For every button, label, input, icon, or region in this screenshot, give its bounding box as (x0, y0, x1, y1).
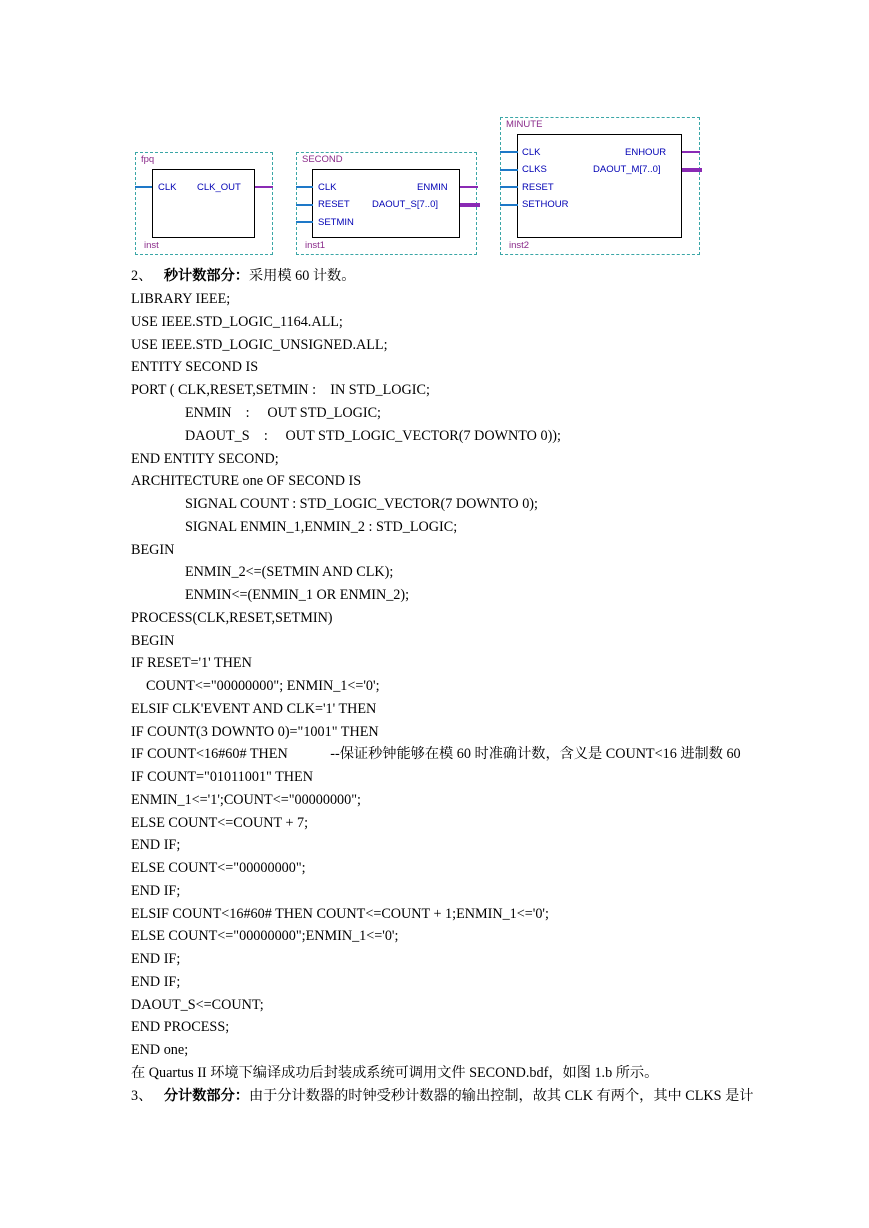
code-line: PORT ( CLK,RESET,SETMIN : IN STD_LOGIC; (131, 382, 430, 398)
second-enmin-wire (460, 186, 478, 188)
section3-text: 由于分计数器的时钟受秒计数器的输出控制，故其 CLK 有两个，其中 CLKS 是计 (248, 1088, 754, 1104)
code-line: ENMIN<=(ENMIN_1 OR ENMIN_2); (185, 587, 410, 603)
code-line: END IF; (131, 974, 181, 990)
code-line: USE IEEE.STD_LOGIC_1164.ALL; (131, 314, 343, 330)
fpq-title: fpq (141, 154, 155, 165)
code-line: ELSE COUNT<="00000000"; (131, 860, 306, 876)
code-line: DAOUT_S : OUT STD_LOGIC_VECTOR(7 DOWNTO 0)); (185, 428, 561, 444)
fpq-clk-wire (135, 186, 153, 188)
minute-port-clk: CLK (522, 147, 541, 158)
section2-number: 2、 (131, 268, 153, 284)
fpq-clk-out-wire (255, 186, 273, 188)
second-port-enmin: ENMIN (417, 182, 448, 193)
fpq-port-clk-out: CLK_OUT (197, 182, 241, 193)
second-daout-bus (460, 203, 480, 207)
code-line: SIGNAL ENMIN_1,ENMIN_2 : STD_LOGIC; (185, 519, 458, 535)
second-title: SECOND (302, 154, 343, 165)
code-line: END IF; (131, 837, 181, 853)
code-line: IF COUNT="01011001" THEN (131, 769, 313, 785)
code-line: BEGIN (131, 542, 175, 558)
second-port-setmin: SETMIN (318, 217, 354, 228)
minute-port-clks: CLKS (522, 164, 547, 175)
code-line: ELSE COUNT<=COUNT + 7; (131, 815, 309, 831)
minute-port-daout-m: DAOUT_M[7..0] (593, 164, 661, 175)
minute-daout-bus (682, 168, 702, 172)
code-line: ELSIF CLK'EVENT AND CLK='1' THEN (131, 701, 377, 717)
code-line: COUNT<="00000000"; ENMIN_1<='0'; (146, 678, 380, 694)
code-line: PROCESS(CLK,RESET,SETMIN) (131, 610, 333, 626)
section2-title: 秒计数部分： (163, 268, 249, 284)
code-line: END one; (131, 1042, 189, 1058)
minute-port-reset: RESET (522, 182, 554, 193)
code-line: BEGIN (131, 633, 175, 649)
code-line: ENMIN_1<='1';COUNT<="00000000"; (131, 792, 361, 808)
code-line: END IF; (131, 883, 181, 899)
minute-clk-wire (500, 151, 518, 153)
code-line: ELSE COUNT<="00000000";ENMIN_1<='0'; (131, 928, 399, 944)
minute-port-enhour: ENHOUR (625, 147, 667, 158)
code-line: ENMIN_2<=(SETMIN AND CLK); (185, 564, 394, 580)
minute-enhour-wire (682, 151, 700, 153)
fpq-instance: inst (144, 240, 159, 251)
second-setmin-wire (296, 221, 313, 223)
code-line: END ENTITY SECOND; (131, 451, 279, 467)
code-line: LIBRARY IEEE; (131, 291, 231, 307)
minute-instance: inst2 (509, 240, 530, 251)
second-reset-wire (296, 204, 313, 206)
code-line: ELSIF COUNT<16#60# THEN COUNT<=COUNT + 1;ENMIN_1<='0'; (131, 906, 549, 922)
section3-heading (131, 1087, 753, 1105)
code-line: END PROCESS; (131, 1019, 230, 1035)
minute-clks-wire (500, 169, 518, 171)
second-clk-wire (296, 186, 313, 188)
code-line: DAOUT_S<=COUNT; (131, 997, 264, 1013)
code-line: IF COUNT(3 DOWNTO 0)="1001" THEN (131, 724, 379, 740)
second-port-reset: RESET (318, 199, 350, 210)
section3-number: 3、 (131, 1088, 153, 1104)
fpq-box (152, 169, 255, 238)
minute-sethour-wire (500, 204, 518, 206)
code-line: IF RESET='1' THEN (131, 655, 252, 671)
code-line: SIGNAL COUNT : STD_LOGIC_VECTOR(7 DOWNTO 0); (185, 496, 538, 512)
code-line: USE IEEE.STD_LOGIC_UNSIGNED.ALL; (131, 337, 388, 353)
minute-title: MINUTE (506, 119, 543, 130)
section2-text: 采用模 60 计数。 (248, 268, 356, 284)
minute-port-sethour: SETHOUR (522, 199, 569, 210)
code-line: ARCHITECTURE one OF SECOND IS (131, 473, 362, 489)
code-line: END IF; (131, 951, 181, 967)
code-line: ENMIN : OUT STD_LOGIC; (185, 405, 381, 421)
second-port-daout-s: DAOUT_S[7..0] (372, 199, 438, 210)
code-line: ENTITY SECOND IS (131, 359, 259, 375)
section3-title: 分计数部分： (163, 1088, 249, 1104)
second-port-clk: CLK (318, 182, 337, 193)
section2-heading (131, 267, 355, 285)
fpq-port-clk: CLK (158, 182, 177, 193)
second-instance: inst1 (305, 240, 326, 251)
quartus-paragraph: 在 Quartus II 环境下编译成功后封装成系统可调用文件 SECOND.bdf，如图 1.b 所示。 (131, 1065, 659, 1081)
minute-reset-wire (500, 186, 518, 188)
code-line: IF COUNT<16#60# THEN --保证秒钟能够在模 60 时准确计数，含义是 COUNT<16 进制数 60 (131, 746, 741, 762)
